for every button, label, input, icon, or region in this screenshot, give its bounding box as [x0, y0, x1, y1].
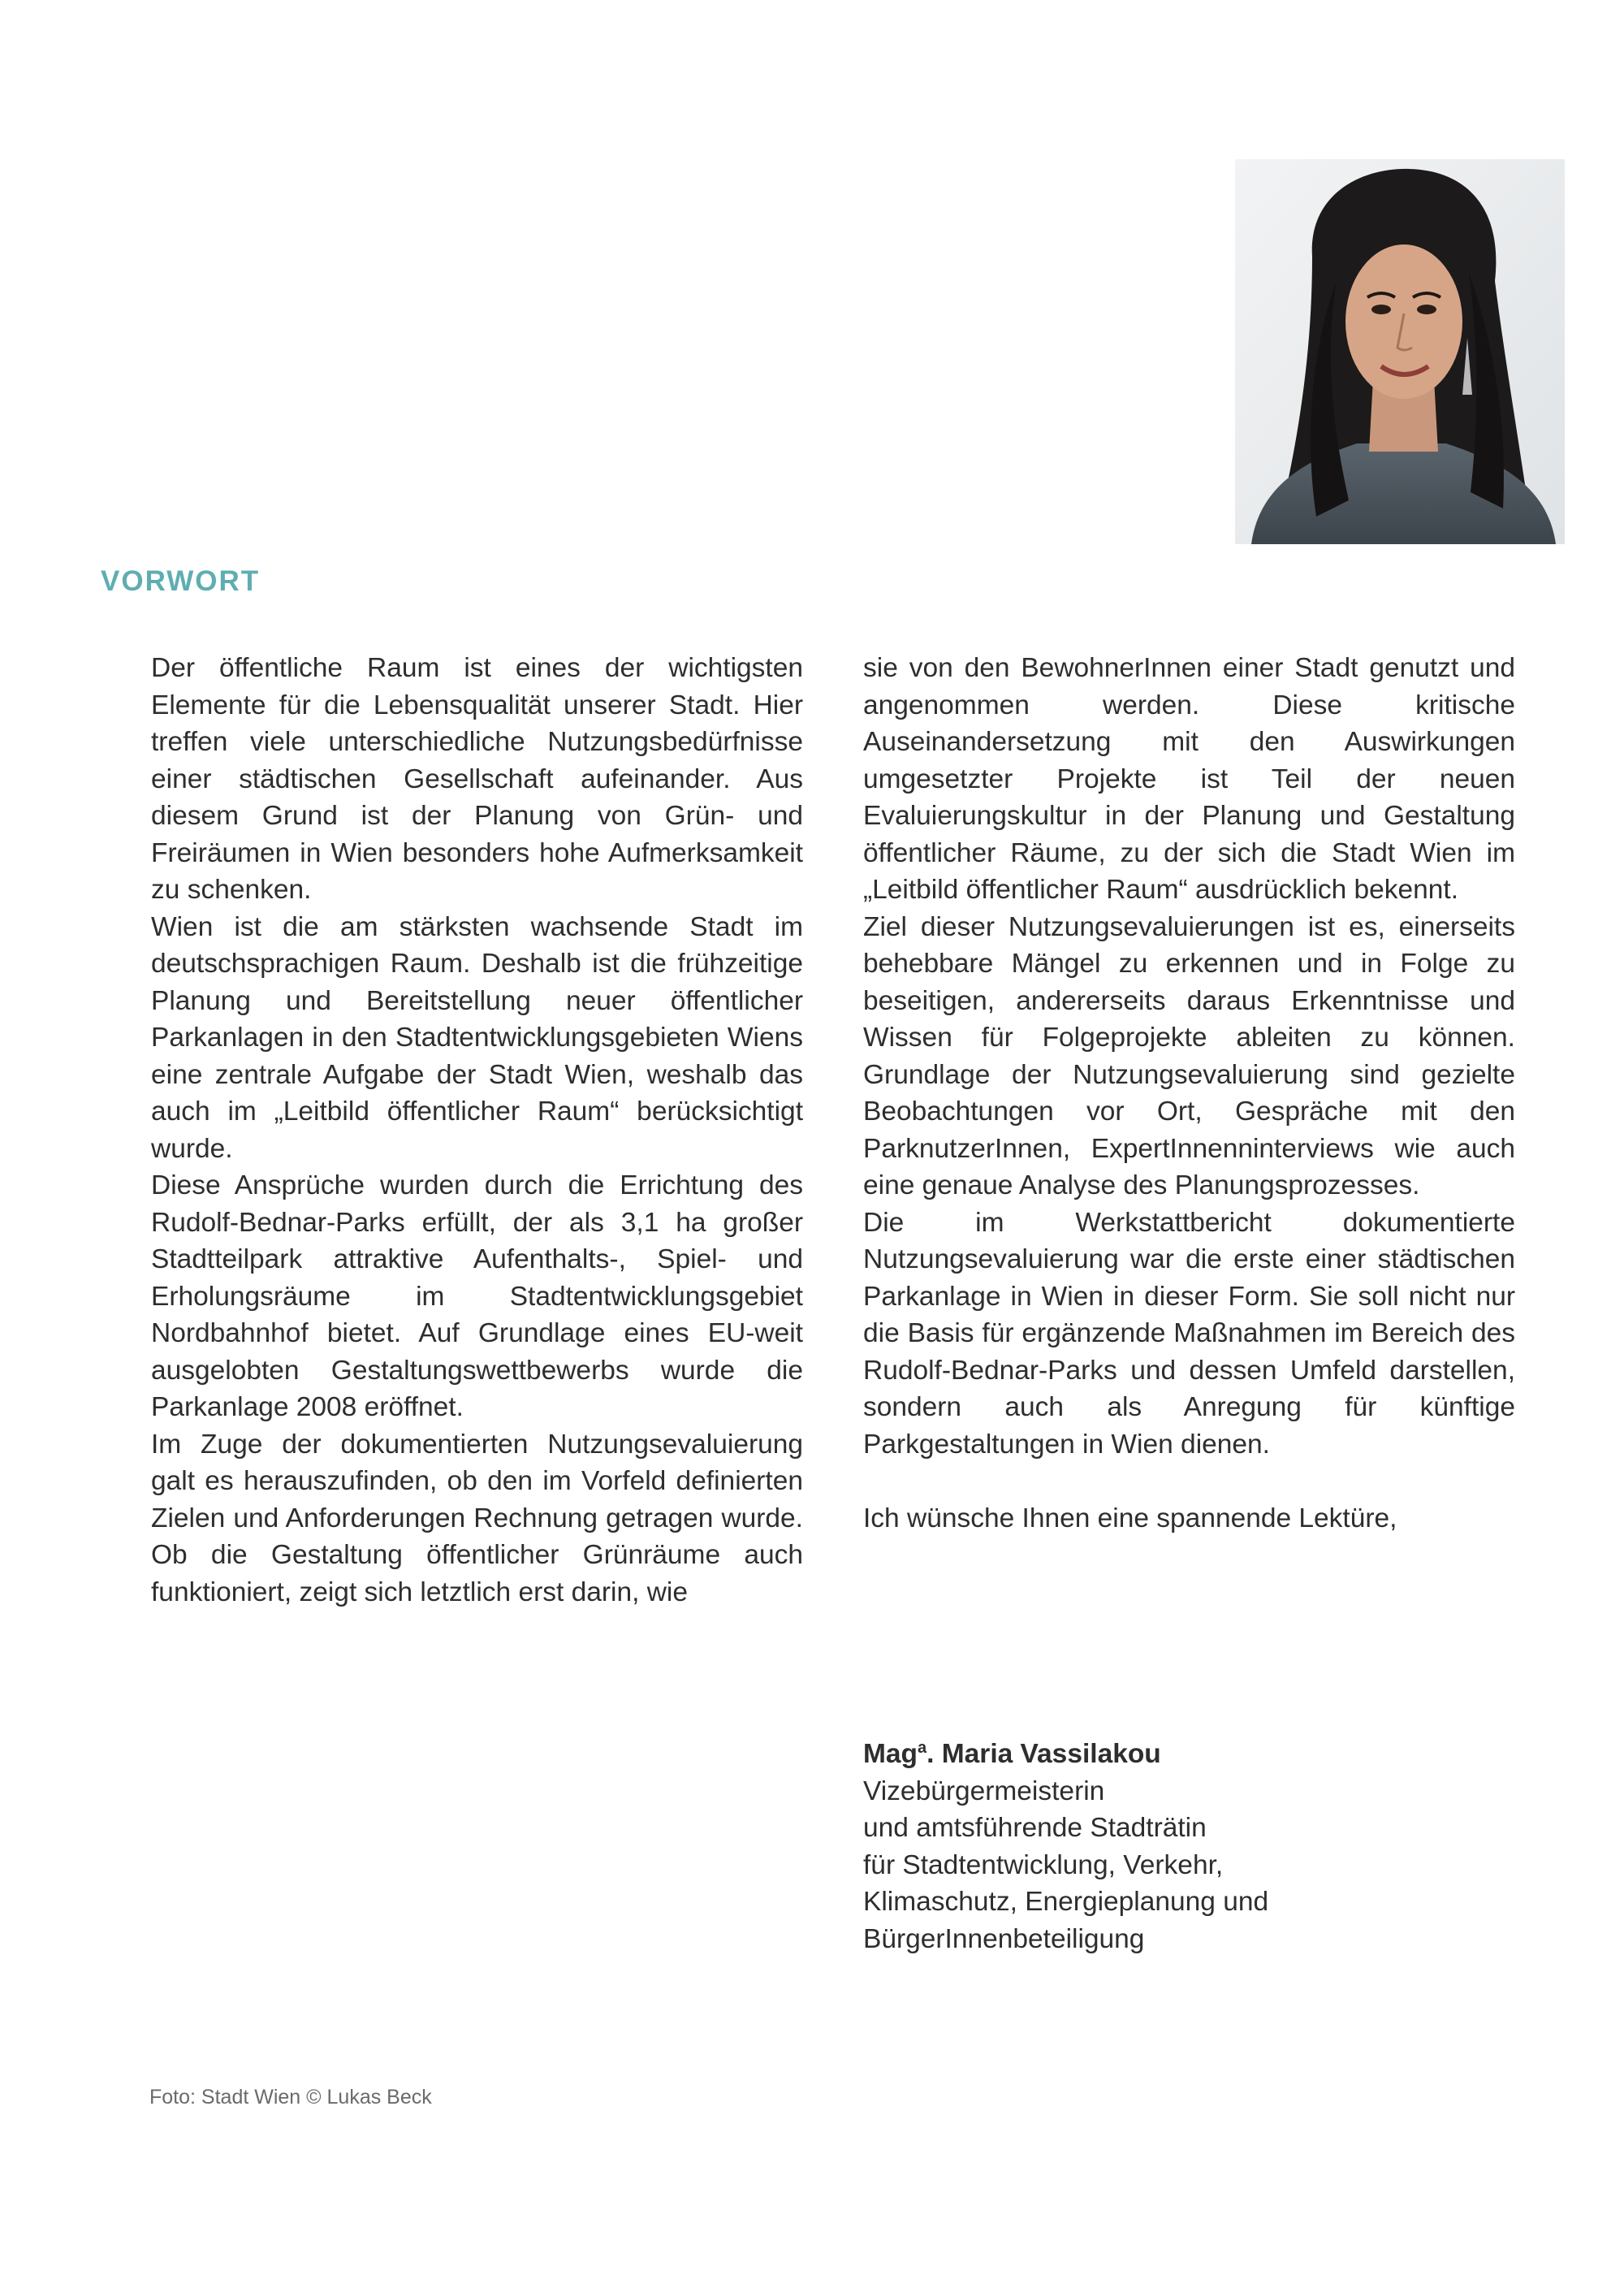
text-column-left [151, 650, 803, 1611]
section-heading: VORWORT [101, 565, 261, 597]
portrait-image [1235, 159, 1565, 544]
signatory-role-line: und amtsführende Stadträtin [863, 1813, 1207, 1843]
signatory-role-line: Klimaschutz, Energieplanung und [863, 1887, 1269, 1917]
signatory-full-name: . Maria Vassilakou [926, 1739, 1161, 1769]
paragraph: Wien ist die am stärksten wachsende Stadt im deutschsprachigen Raum. Deshalb ist die frühzeitige Planung und Bereitstellung neuer öffentlicher Parkanlagen in den Stadtentwicklungsgebieten Wiens eine zentrale Aufgabe der Stadt Wien, weshalb das auch im „Leitbild öffentlicher Raum“ berücksichtigt wurde. [151, 911, 803, 1164]
signatory-role-line: Vizebürgermeisterin [863, 1775, 1105, 1806]
text-column-right [863, 650, 1515, 1537]
paragraph: Die im Werkstattbericht dokumentierte Nutzungsevaluierung war die erste einer städtischen Parkanlage in Wien in dieser Form. Sie soll nicht nur die Basis für ergänzende Maßnahmen im Bereich des Rudolf-Bednar-Parks und dessen Umfeld darstellen, sondern auch als Anregung für künftige Parkgestaltungen in Wien dienen. [863, 1207, 1515, 1460]
photo-credit: Foto: Stadt Wien © Lukas Beck [149, 2086, 432, 2108]
signatory-role-line: für Stadtentwicklung, Verkehr, [863, 1849, 1224, 1880]
paragraph: Ziel dieser Nutzungsevaluierungen ist es, einerseits behebbare Mängel zu erkennen und in Folge zu beseitigen, andererseits daraus Erkenntnisse und Wissen für Folgeprojekte ableiten zu können. Grundlage der Nutzungsevaluierung sind gezielte Beobachtungen vor Ort, Gespräche mit den ParknutzerInnen, ExpertInnenninterviews wie auch eine genaue Analyse des Planungsprozesses. [863, 911, 1515, 1200]
title-superscript: a [918, 1738, 927, 1757]
paragraph: Im Zuge der dokumentierten Nutzungsevaluierung galt es herauszufinden, ob den im Vorfeld definierten Zielen und Anforderungen Rechnung getragen wurde. Ob die Gestaltung öffentlicher Grünräume auch funktioniert, zeigt sich letztlich erst darin, wie [151, 1429, 803, 1607]
paragraph: Diese Ansprüche wurden durch die Errichtung des Rudolf-Bednar-Parks erfüllt, der als 3,1 ha großer Stadtteilpark attraktive Aufenthalts-, Spiel- und Erholungsräume im Stadtentwicklungsgebiet Nordbahnhof bietet. Auf Grundlage eines EU-weit ausgelobten Gestaltungswettbewerbs wurde die Parkanlage 2008 eröffnet. [151, 1170, 803, 1422]
greeting: Ich wünsche Ihnen eine spannende Lektüre, [863, 1503, 1397, 1533]
signature-block [863, 1736, 1268, 1957]
paragraph: sie von den BewohnerInnen einer Stadt genutzt und angenommen werden. Diese kritische Auseinandersetzung mit den Auswirkungen umgesetzter Projekte ist Teil der neuen Evaluierungskultur in der Planung und Gestaltung öffentlicher Räume, zu der sich die Stadt Wien im „Leitbild öffentlicher Raum“ ausdrücklich bekennt. [863, 653, 1515, 905]
paragraph: Der öffentliche Raum ist eines der wichtigsten Elemente für die Lebensqualität unserer Stadt. Hier treffen viele unterschiedliche Nutzungsbedürfnisse einer städtischen Gesellschaft aufeinander. Aus diesem Grund ist der Planung von Grün- und Freiräumen in Wien besonders hohe Aufmerksamkeit zu schenken. [151, 653, 803, 905]
title-prefix: Mag [863, 1739, 918, 1769]
signatory-role-line: BürgerInnenbeteiligung [863, 1923, 1145, 1954]
portrait-photo [1235, 159, 1565, 544]
signatory-name [863, 1736, 1268, 1773]
